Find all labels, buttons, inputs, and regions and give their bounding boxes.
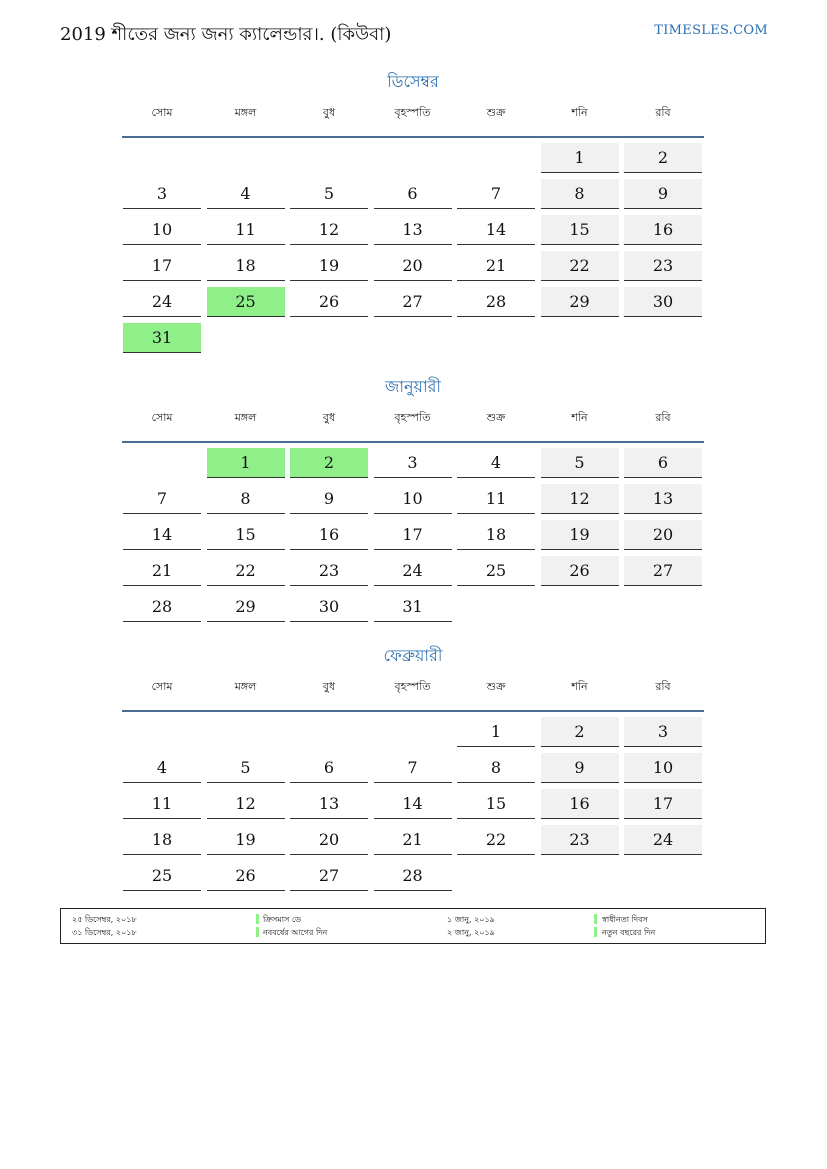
day-cell: 7 [374, 753, 452, 783]
day-cell: 22 [541, 251, 619, 281]
day-cell: 24 [374, 556, 452, 586]
day-cell: 11 [123, 789, 201, 819]
day-cell: 10 [624, 753, 702, 783]
legend-name: স্বাধীনতা দিবস [602, 915, 648, 924]
legend-name: নববর্ষের আগের দিন [263, 928, 328, 937]
legend-name: ক্রিসমাস ডে [263, 915, 301, 924]
day-cell: 23 [541, 825, 619, 855]
weekday-label: শনি [571, 680, 588, 693]
weekday-label: সোম [151, 411, 173, 424]
weekday-label: সোম [151, 106, 173, 119]
weekday-label: বৃহস্পতি [394, 411, 431, 424]
holiday-day-cell: 31 [123, 323, 201, 353]
weekday-label: বুধ [322, 680, 336, 693]
legend-color-marker [594, 914, 597, 924]
weekday-label: শুক্র [486, 106, 506, 119]
day-cell: 11 [457, 484, 535, 514]
weekday-header [122, 409, 704, 439]
header-rule [122, 136, 704, 138]
day-cell: 6 [290, 753, 368, 783]
day-cell: 12 [207, 789, 285, 819]
header-rule [122, 710, 704, 712]
day-cell: 15 [457, 789, 535, 819]
weekday-label: শনি [571, 411, 588, 424]
day-cell: 19 [541, 520, 619, 550]
weekday-label: সোম [151, 680, 173, 693]
day-cell: 6 [374, 179, 452, 209]
day-cell: 6 [624, 448, 702, 478]
day-cell: 16 [624, 215, 702, 245]
day-cell: 23 [624, 251, 702, 281]
day-cell: 29 [541, 287, 619, 317]
day-cell: 4 [123, 753, 201, 783]
day-cell: 25 [457, 556, 535, 586]
day-cell: 15 [541, 215, 619, 245]
day-cell: 13 [290, 789, 368, 819]
day-cell: 5 [290, 179, 368, 209]
legend-name: নতুন বছরের দিন [602, 928, 656, 937]
legend-color-marker [256, 927, 259, 937]
day-cell: 19 [207, 825, 285, 855]
header-rule [122, 441, 704, 443]
day-cell: 14 [123, 520, 201, 550]
month-december [122, 70, 704, 347]
day-cell: 25 [123, 861, 201, 891]
day-cell: 30 [290, 592, 368, 622]
day-cell: 26 [207, 861, 285, 891]
month-title: ফেব্রুয়ারী [383, 646, 443, 665]
day-cell: 1 [541, 143, 619, 173]
day-cell: 9 [541, 753, 619, 783]
day-cell: 13 [374, 215, 452, 245]
day-cell: 8 [541, 179, 619, 209]
weekday-label: শুক্র [486, 680, 506, 693]
day-cell: 21 [123, 556, 201, 586]
holiday-day-cell: 1 [207, 448, 285, 478]
weekday-label: মঙ্গল [234, 411, 257, 424]
holiday-legend [60, 908, 766, 944]
day-cell: 14 [374, 789, 452, 819]
page-title: 2019 শীতের জন্য জন্য ক্যালেন্ডার।. (কিউবা) [60, 24, 392, 45]
legend-date: ৩১ ডিসেম্বর, ২০১৮ [72, 928, 137, 937]
day-cell: 4 [207, 179, 285, 209]
day-cell: 19 [290, 251, 368, 281]
day-cell: 10 [123, 215, 201, 245]
day-cell: 28 [457, 287, 535, 317]
day-cell: 20 [624, 520, 702, 550]
day-cell: 2 [541, 717, 619, 747]
day-cell: 26 [541, 556, 619, 586]
day-cell: 27 [290, 861, 368, 891]
day-cell: 23 [290, 556, 368, 586]
month-february [122, 644, 704, 885]
day-cell: 12 [290, 215, 368, 245]
day-cell: 7 [457, 179, 535, 209]
day-cell: 30 [624, 287, 702, 317]
month-title: জানুয়ারী [385, 377, 441, 396]
day-cell: 17 [123, 251, 201, 281]
day-cell: 22 [207, 556, 285, 586]
day-cell: 8 [207, 484, 285, 514]
day-cell: 11 [207, 215, 285, 245]
day-cell: 18 [207, 251, 285, 281]
day-cell: 27 [624, 556, 702, 586]
holiday-day-cell: 2 [290, 448, 368, 478]
day-cell: 3 [624, 717, 702, 747]
weekday-label: বুধ [322, 411, 336, 424]
day-cell: 10 [374, 484, 452, 514]
day-cell: 21 [374, 825, 452, 855]
day-cell: 18 [457, 520, 535, 550]
holiday-day-cell: 25 [207, 287, 285, 317]
day-cell: 26 [290, 287, 368, 317]
day-cell: 17 [624, 789, 702, 819]
day-cell: 12 [541, 484, 619, 514]
day-cell: 17 [374, 520, 452, 550]
legend-color-marker [594, 927, 597, 937]
legend-date: ১ জানু, ২০১৯ [447, 915, 495, 924]
weekday-label: বৃহস্পতি [394, 680, 431, 693]
month-title: ডিসেম্বর [387, 72, 439, 91]
day-cell: 8 [457, 753, 535, 783]
day-cell: 5 [541, 448, 619, 478]
day-cell: 13 [624, 484, 702, 514]
weekday-label: বুধ [322, 106, 336, 119]
weekday-label: মঙ্গল [234, 680, 257, 693]
site-link[interactable]: TIMESLES.COM [654, 23, 768, 38]
day-cell: 16 [541, 789, 619, 819]
weekday-label: রবি [655, 680, 671, 693]
day-cell: 18 [123, 825, 201, 855]
weekday-label: রবি [655, 411, 671, 424]
weekday-label: শনি [571, 106, 588, 119]
month-january [122, 375, 704, 616]
day-cell: 16 [290, 520, 368, 550]
day-cell: 29 [207, 592, 285, 622]
day-cell: 15 [207, 520, 285, 550]
day-cell: 28 [123, 592, 201, 622]
weekday-label: শুক্র [486, 411, 506, 424]
day-cell: 28 [374, 861, 452, 891]
day-cell: 31 [374, 592, 452, 622]
day-cell: 7 [123, 484, 201, 514]
day-cell: 3 [374, 448, 452, 478]
day-cell: 24 [624, 825, 702, 855]
weekday-label: বৃহস্পতি [394, 106, 431, 119]
day-cell: 27 [374, 287, 452, 317]
day-cell: 9 [290, 484, 368, 514]
day-cell: 4 [457, 448, 535, 478]
legend-date: ২ জানু, ২০১৯ [447, 928, 495, 937]
day-cell: 20 [290, 825, 368, 855]
day-cell: 24 [123, 287, 201, 317]
legend-date: ২৫ ডিসেম্বর, ২০১৮ [72, 915, 137, 924]
day-cell: 2 [624, 143, 702, 173]
day-cell: 20 [374, 251, 452, 281]
day-cell: 14 [457, 215, 535, 245]
weekday-label: রবি [655, 106, 671, 119]
day-cell: 5 [207, 753, 285, 783]
day-cell: 21 [457, 251, 535, 281]
legend-color-marker [256, 914, 259, 924]
day-cell: 3 [123, 179, 201, 209]
weekday-header [122, 678, 704, 708]
day-cell: 1 [457, 717, 535, 747]
weekday-label: মঙ্গল [234, 106, 257, 119]
day-cell: 9 [624, 179, 702, 209]
day-cell: 22 [457, 825, 535, 855]
weekday-header [122, 104, 704, 134]
